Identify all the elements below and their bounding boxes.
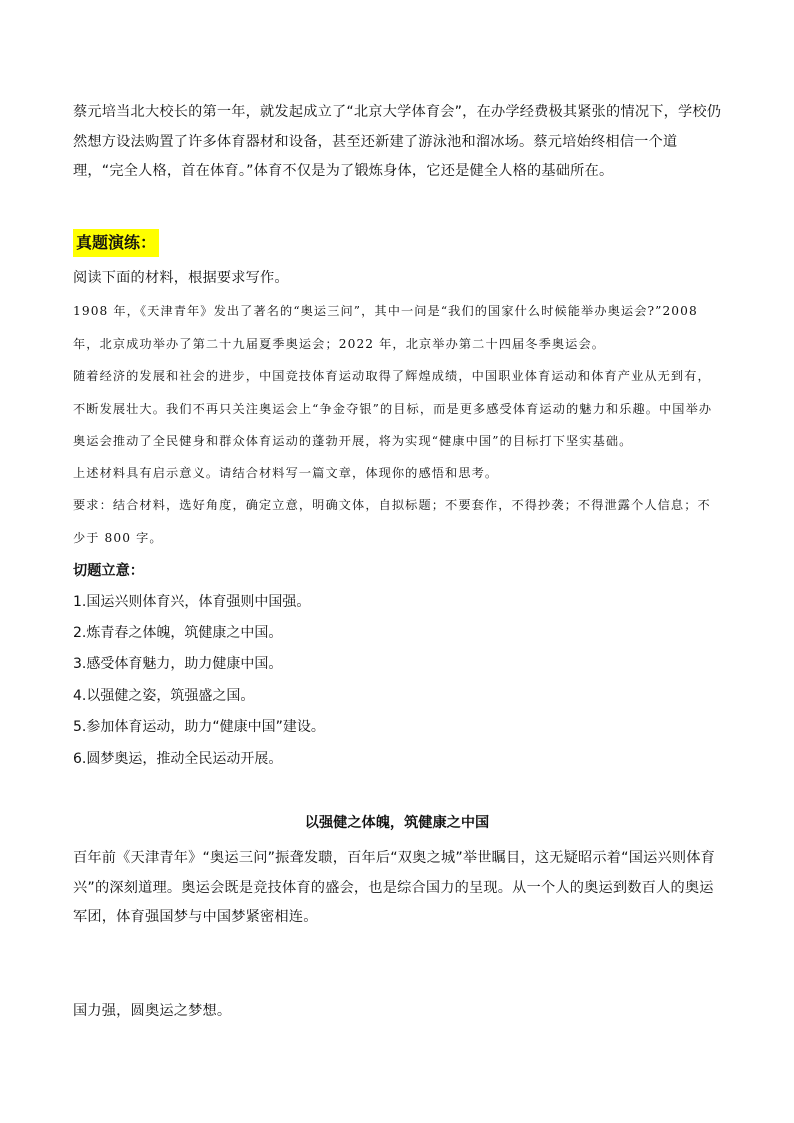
theme-item: 4.以强健之姿，筑强盛之国。 <box>73 688 255 704</box>
practice-heading: 真题演练： <box>73 229 159 257</box>
theme-heading: 切题立意： <box>73 563 144 579</box>
essay-title: 以强健之体魄，筑健康之中国 <box>304 815 490 831</box>
theme-item: 5.参加体育运动，助力“健康中国”建设。 <box>73 719 325 735</box>
task-instruction: 阅读下面的材料，根据要求写作。 <box>73 270 289 286</box>
theme-item: 1.国运兴则体育兴，体育强则中国强。 <box>73 594 311 610</box>
material-para-2: 随着经济的发展和社会的进步，中国竞技体育运动取得了辉煌成绩，中国职业体育运动和体育产业从无到有，不断发展壮大。我们不再只关注奥运会上“争金夺银”的目标，而是更多感受体育运动的魅力和乐趣。中国举办奥运会推动了全民健身和群众体育运动的蓬勃开展，将为实现“健康中国”的目标打下坚实基础。 <box>73 369 713 448</box>
theme-item: 6.圆梦奥运，推动全民运动开展。 <box>73 751 283 767</box>
material-requirement: 要求：结合材料，选好角度，确定立意，明确文体，自拟标题；不要套作，不得抄袭；不得泄露个人信息；不少于 800 字。 <box>73 498 711 545</box>
intro-paragraph: 蔡元培当北大校长的第一年，就发起成立了“北京大学体育会”，在办学经费极其紧张的情况下，学校仍然想方设法购置了许多体育器材和设备，甚至还新建了游泳池和溜冰场。蔡元培始终相信一个道理，“完全人格，首在体育。”体育不仅是为了锻炼身体，它还是健全人格的基础所在。 <box>73 104 722 179</box>
material-para-1: 1908 年，《天津青年》发出了著名的“奥运三问”，其中一问是“我们的国家什么时候能举办奥运会?”2008 年，北京成功举办了第二十九届夏季奥运会；2022 年，北京举办第二十四届冬季奥运会。 <box>73 304 698 351</box>
theme-item: 2.炼青春之体魄，筑健康之中国。 <box>73 625 283 641</box>
essay-paragraph-2: 国力强，圆奥运之梦想。 <box>73 1003 232 1019</box>
essay-paragraph-1: 百年前《天津青年》“奥运三问”振聋发聩，百年后“双奥之城”举世瞩目，这无疑昭示着“国运兴则体育兴”的深刻道理。奥运会既是竞技体育的盛会，也是综合国力的呈现。从一个人的奥运到数百人的奥运军团，体育强国梦与中国梦紧密相连。 <box>73 850 716 925</box>
material-para-3: 上述材料具有启示意义。请结合材料写一篇文章，体现你的感悟和思考。 <box>73 466 499 480</box>
theme-item: 3.感受体育魅力，助力健康中国。 <box>73 656 283 672</box>
